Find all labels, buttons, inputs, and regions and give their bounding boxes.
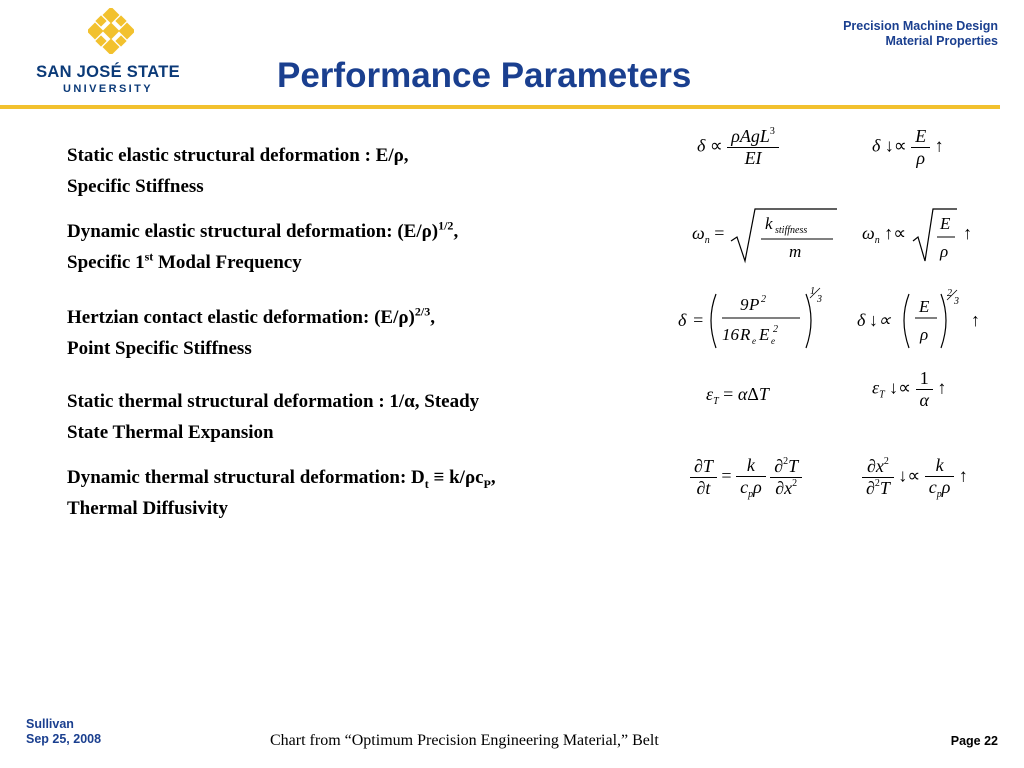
row-line-2: Specific Stiffness <box>67 176 204 197</box>
row-line-1: Hertzian contact elastic deformation: $(E/\rho)^{2/3}$, <box>67 304 435 328</box>
page-number: Page 22 <box>950 734 998 748</box>
logo-name: SAN JOSÉ STATE <box>36 63 180 81</box>
svg-text:2: 2 <box>773 324 778 335</box>
equation-hertz-deflection <box>678 284 828 354</box>
row-static-thermal <box>67 386 479 448</box>
svg-text:E: E <box>939 214 950 233</box>
hertz-scaling-formula <box>857 284 987 354</box>
svg-text:↑: ↑ <box>971 310 980 330</box>
svg-text:9: 9 <box>740 295 749 314</box>
equation-thermal-strain: $\varepsilon_T = \alpha\Delta T$ <box>706 384 769 407</box>
row-line-1: Static elastic structural deformation : E/ρ, <box>67 145 409 166</box>
equation-deflection-scaling: δ ↓∝ $\frac{E}{\rho}$ ↑ <box>872 126 944 168</box>
svg-text:k: k <box>764 214 773 233</box>
footer-author: Sullivan <box>26 717 74 731</box>
logo-subtitle: UNIVERSITY <box>62 83 153 95</box>
equation-natural-frequency: $\omega_n$ = k stiffness m <box>692 205 839 265</box>
svg-text:↓∝: ↓∝ <box>869 310 891 330</box>
svg-text:e: e <box>752 336 756 346</box>
svg-text:ρ: ρ <box>939 242 948 261</box>
svg-text:3: 3 <box>817 294 822 305</box>
course-label <box>843 19 998 49</box>
svg-text:m: m <box>788 242 802 261</box>
row-line-2: Specific 1st Modal Frequency <box>67 249 302 273</box>
svg-text:3: 3 <box>954 296 959 307</box>
svg-text:E: E <box>919 297 930 316</box>
svg-text:δ: δ <box>857 310 866 330</box>
svg-text:ρ: ρ <box>920 325 929 344</box>
svg-text:E: E <box>759 325 770 344</box>
svg-text:2: 2 <box>761 294 766 305</box>
row-line-1: Dynamic thermal structural deformation: $D_t \equiv k/\rho c_P$, <box>67 467 496 491</box>
course-topic: Material Properties <box>885 34 998 48</box>
svg-text:stiffness: stiffness <box>774 225 808 236</box>
svg-text:P: P <box>749 295 760 314</box>
hertz-formula <box>678 284 828 354</box>
svg-text:δ: δ <box>678 310 687 330</box>
footer-author-date <box>26 717 101 747</box>
sqrt-symbol <box>729 205 839 265</box>
row-line-2: Thermal Diffusivity <box>67 498 228 519</box>
svg-text:2: 2 <box>947 288 952 299</box>
row-hertzian <box>67 302 435 364</box>
page-title: Performance Parameters <box>277 56 692 95</box>
course-title: Precision Machine Design <box>843 19 998 33</box>
footer-credit: Chart from “Optimum Precision Engineering Material,” Belt <box>270 732 659 749</box>
equation-heat-diffusion: $\frac{\partial T}{\partial t}$ = $\frac{k}{c_p\rho}$ $\frac{\partial^2T}{\partial x^2}$ <box>690 455 802 500</box>
sqrt-symbol <box>911 205 959 265</box>
row-line-2: Point Specific Stiffness <box>67 338 252 359</box>
header-divider <box>0 105 1000 109</box>
row-line-1: Dynamic elastic structural deformation: $(E/\rho)^{1/2}$, <box>67 218 459 242</box>
row-line-2: State Thermal Expansion <box>67 422 274 443</box>
svg-text:e: e <box>771 336 775 346</box>
equation-thermal-scaling: $\varepsilon_T$ ↓∝ $\frac{1}{\alpha}$ ↑ <box>872 368 947 410</box>
university-logo-icon <box>88 8 134 54</box>
footer-date: Sep 25, 2008 <box>26 732 102 746</box>
row-static-elastic <box>67 140 409 202</box>
row-dynamic-thermal <box>67 462 496 524</box>
svg-text:1: 1 <box>810 286 815 297</box>
equation-diffusion-scaling: $\frac{\partial x^2}{\partial^2T}$ ↓∝ $\frac{k}{c_p\rho}$ ↑ <box>862 455 968 500</box>
svg-text:R: R <box>740 325 751 344</box>
svg-text:=: = <box>692 310 705 330</box>
row-line-1: Static thermal structural deformation : 1/α, Steady <box>67 391 480 412</box>
row-dynamic-elastic <box>67 216 458 278</box>
equation-deflection-static: δ ∝ $\frac{\rho AgL^3}{EI}$ <box>697 126 779 169</box>
equation-hertz-scaling <box>857 284 987 354</box>
equation-frequency-scaling: $\omega_n$ ↑∝ E ρ ↑ <box>862 205 972 265</box>
svg-text:16: 16 <box>722 325 739 344</box>
